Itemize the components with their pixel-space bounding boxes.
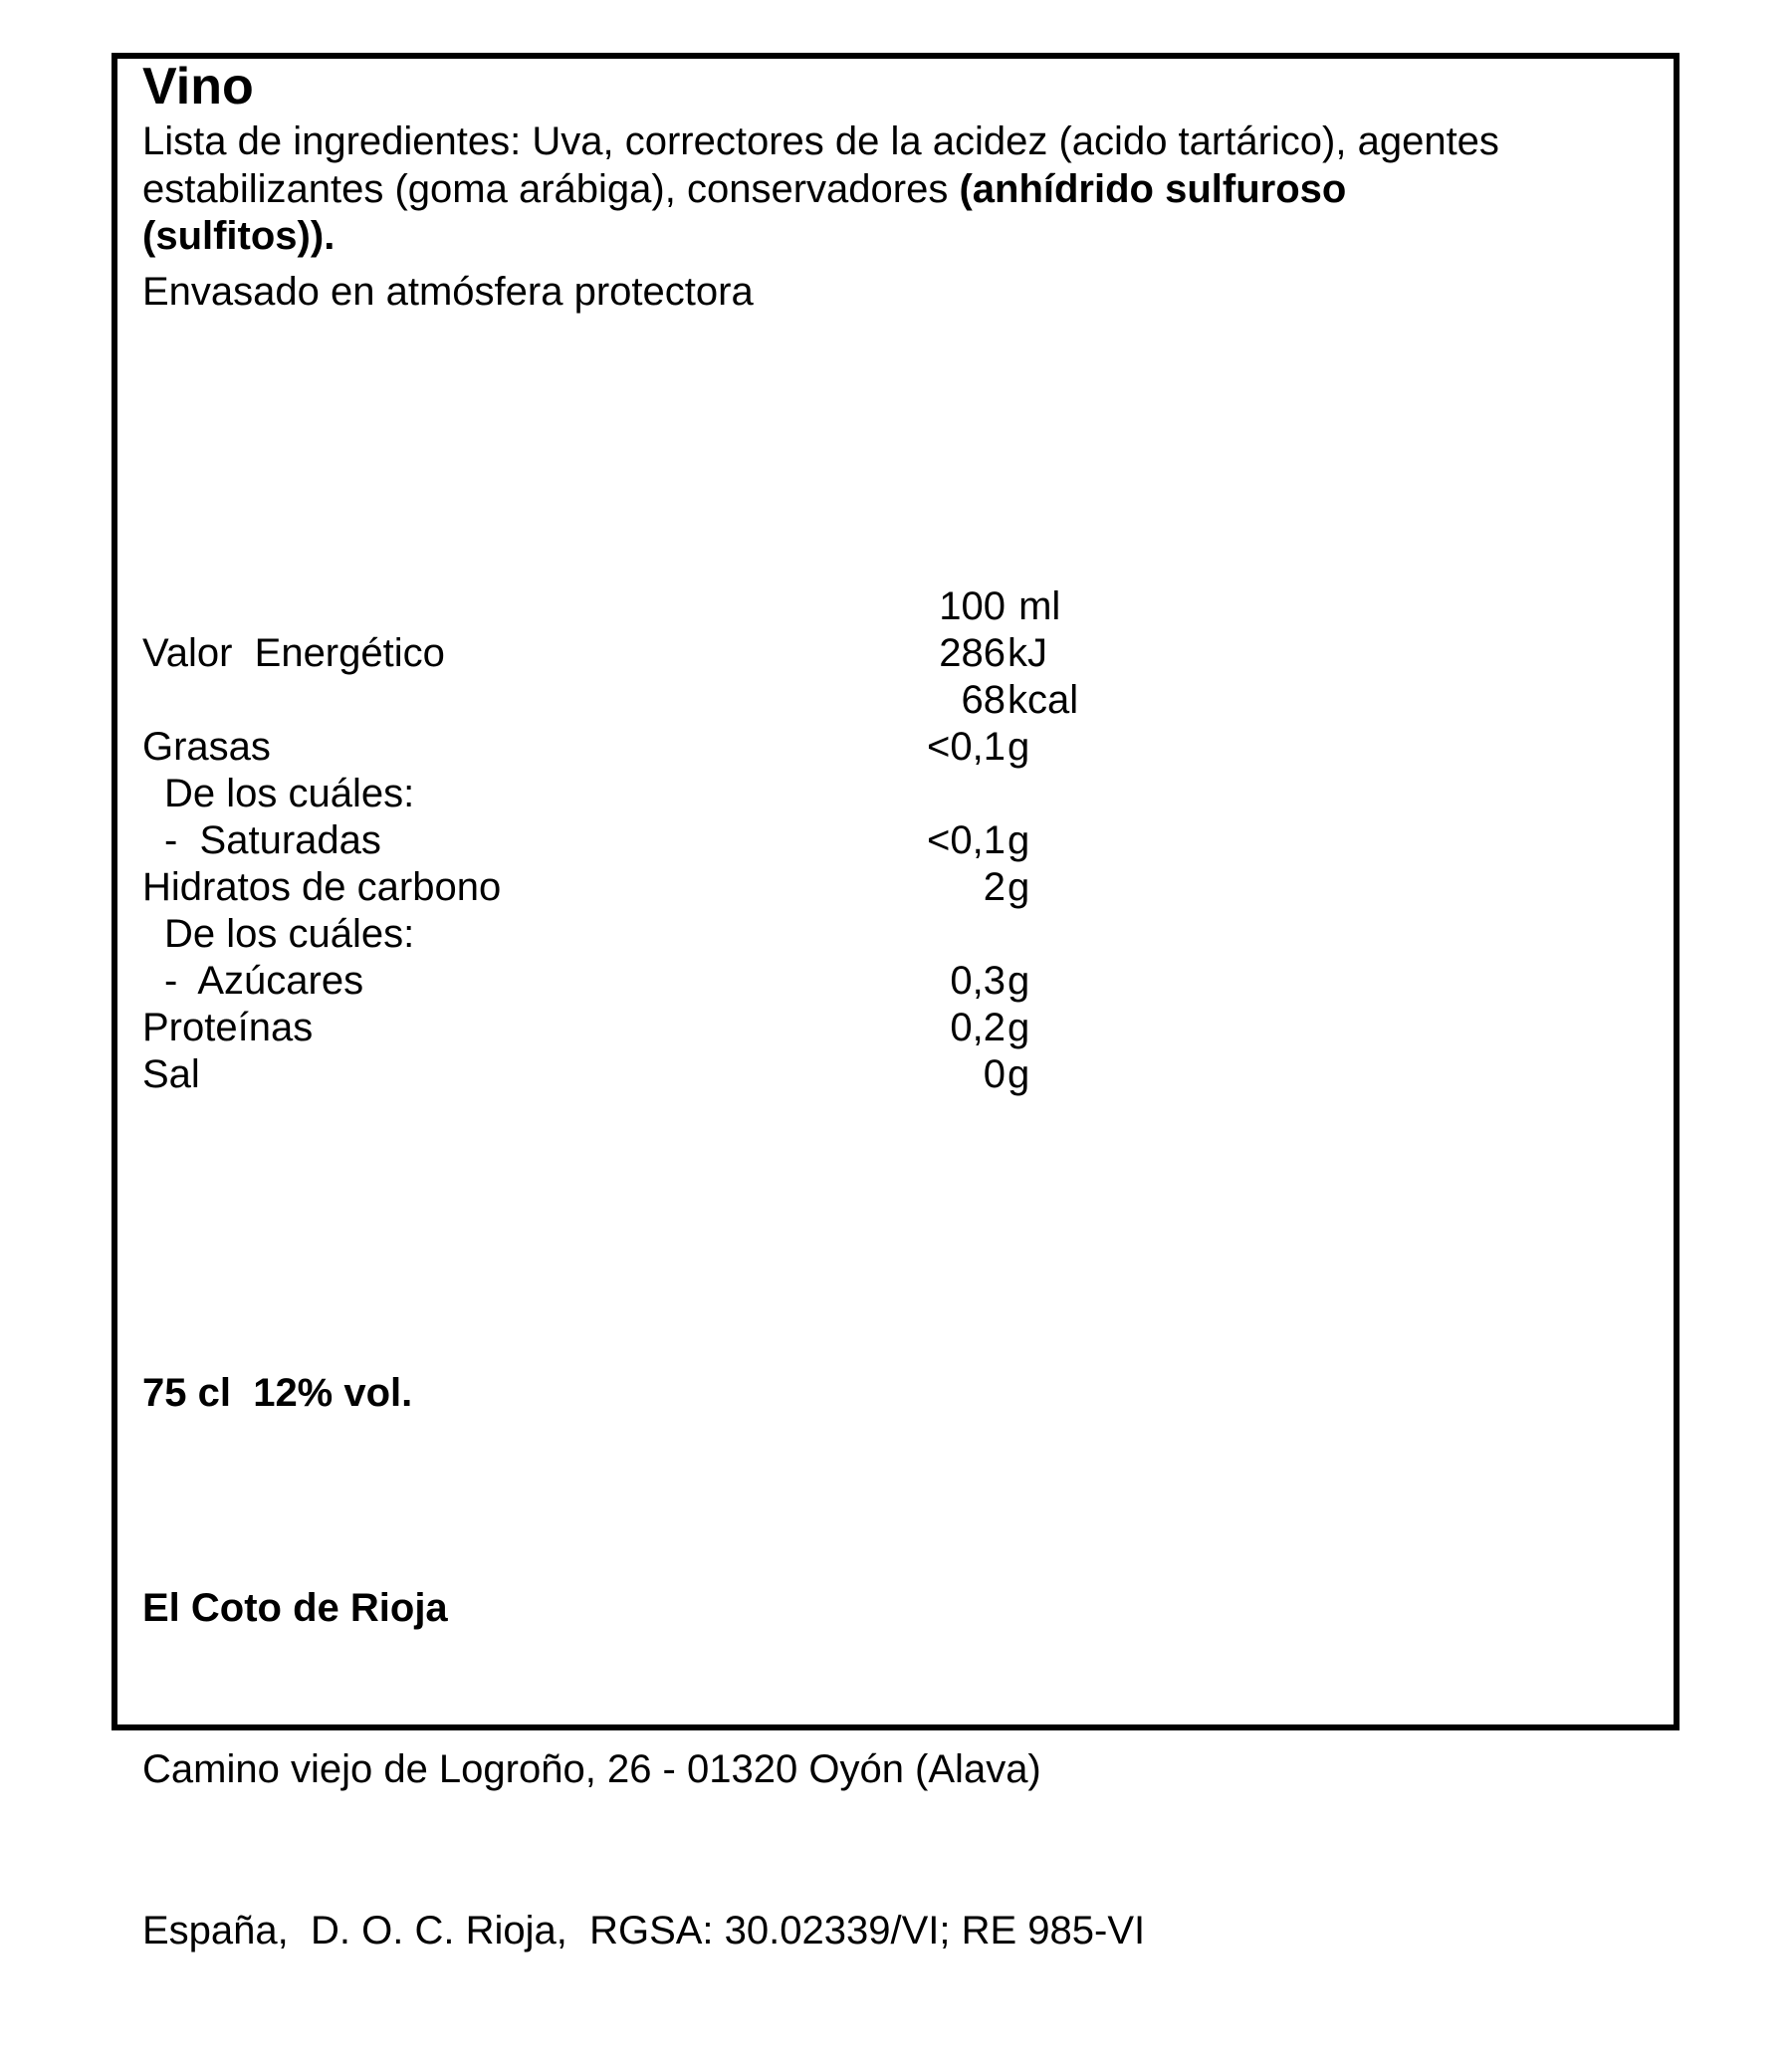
nutrient-label: Sal	[142, 1052, 200, 1096]
volume-and-abv: 75 cl 12% vol.	[142, 1371, 413, 1415]
nutrient-unit: kJ	[1008, 631, 1047, 675]
ingredients-text: estabilizantes (goma arábiga), conservadores	[142, 166, 960, 211]
nutrition-row	[117, 817, 1674, 864]
ingredients-text: Lista de ingredientes: Uva, correctores de la acidez (acido tartárico), agentes	[142, 119, 1499, 163]
nutrient-unit: g	[1008, 959, 1030, 1003]
column-header-value: 100	[939, 584, 1006, 628]
nutrient-unit: kcal	[1008, 678, 1079, 722]
nutrient-unit: g	[1008, 1052, 1030, 1096]
column-header-unit: ml	[1008, 584, 1061, 628]
nutrient-label: Hidratos de carbono	[142, 865, 502, 909]
nutrient-value: 2	[983, 865, 1006, 909]
nutrient-label: - Azúcares	[164, 959, 364, 1003]
label-frame	[112, 53, 1680, 1952]
nutrient-label: - Saturadas	[164, 818, 381, 862]
nutrient-label: Proteínas	[142, 1006, 314, 1049]
packaging-statement	[142, 269, 1556, 317]
ingredients-line	[142, 166, 1556, 214]
nutrition-row	[117, 677, 1674, 724]
nutrient-value: 68	[961, 678, 1006, 722]
ingredients-paragraph	[142, 118, 1556, 316]
nutrition-row	[117, 724, 1674, 771]
nutrition-row	[117, 864, 1674, 911]
nutrient-unit: g	[1008, 865, 1030, 909]
nutrition-row	[117, 1005, 1674, 1051]
nutrient-unit: g	[1008, 1006, 1030, 1049]
nutrient-value: 286	[939, 631, 1006, 675]
producer-address: Camino viejo de Logroño, 26 - 01320 Oyón (Alava)	[142, 1747, 1041, 1791]
product-title: Vino	[142, 58, 254, 115]
producer-name: El Coto de Rioja	[142, 1586, 448, 1630]
nutrient-value: 0	[983, 1052, 1006, 1096]
nutrient-label: Valor Energético	[142, 631, 445, 675]
nutrient-value: <0,1	[927, 725, 1006, 769]
nutrient-label: Grasas	[142, 725, 271, 769]
nutrition-row	[117, 630, 1674, 677]
nutrition-row	[117, 771, 1674, 817]
ingredients-line	[142, 118, 1556, 166]
nutrient-label: De los cuáles:	[164, 772, 415, 815]
nutrient-value: 0,2	[950, 1006, 1006, 1049]
nutrient-value: 0,3	[950, 959, 1006, 1003]
ingredients-text-bold: (anhídrido sulfuroso	[959, 166, 1347, 211]
ingredients-text: Envasado en atmósfera protectora	[142, 269, 754, 314]
nutrient-unit: g	[1008, 725, 1030, 769]
nutrition-table	[117, 583, 1674, 1098]
producer-block	[142, 1474, 1145, 2065]
nutrient-label: De los cuáles:	[164, 912, 415, 956]
nutrition-header-row	[117, 583, 1674, 630]
nutrient-unit: g	[1008, 818, 1030, 862]
nutrition-row	[117, 911, 1674, 958]
ingredients-text-bold: (sulfitos)).	[142, 214, 336, 258]
ingredients-line	[142, 213, 1556, 261]
nutrition-row	[117, 1051, 1674, 1098]
producer-registry: España, D. O. C. Rioja, RGSA: 30.02339/VI; RE 985-VI	[142, 1909, 1146, 1952]
nutrient-value: <0,1	[927, 818, 1006, 862]
nutrition-row	[117, 958, 1674, 1005]
